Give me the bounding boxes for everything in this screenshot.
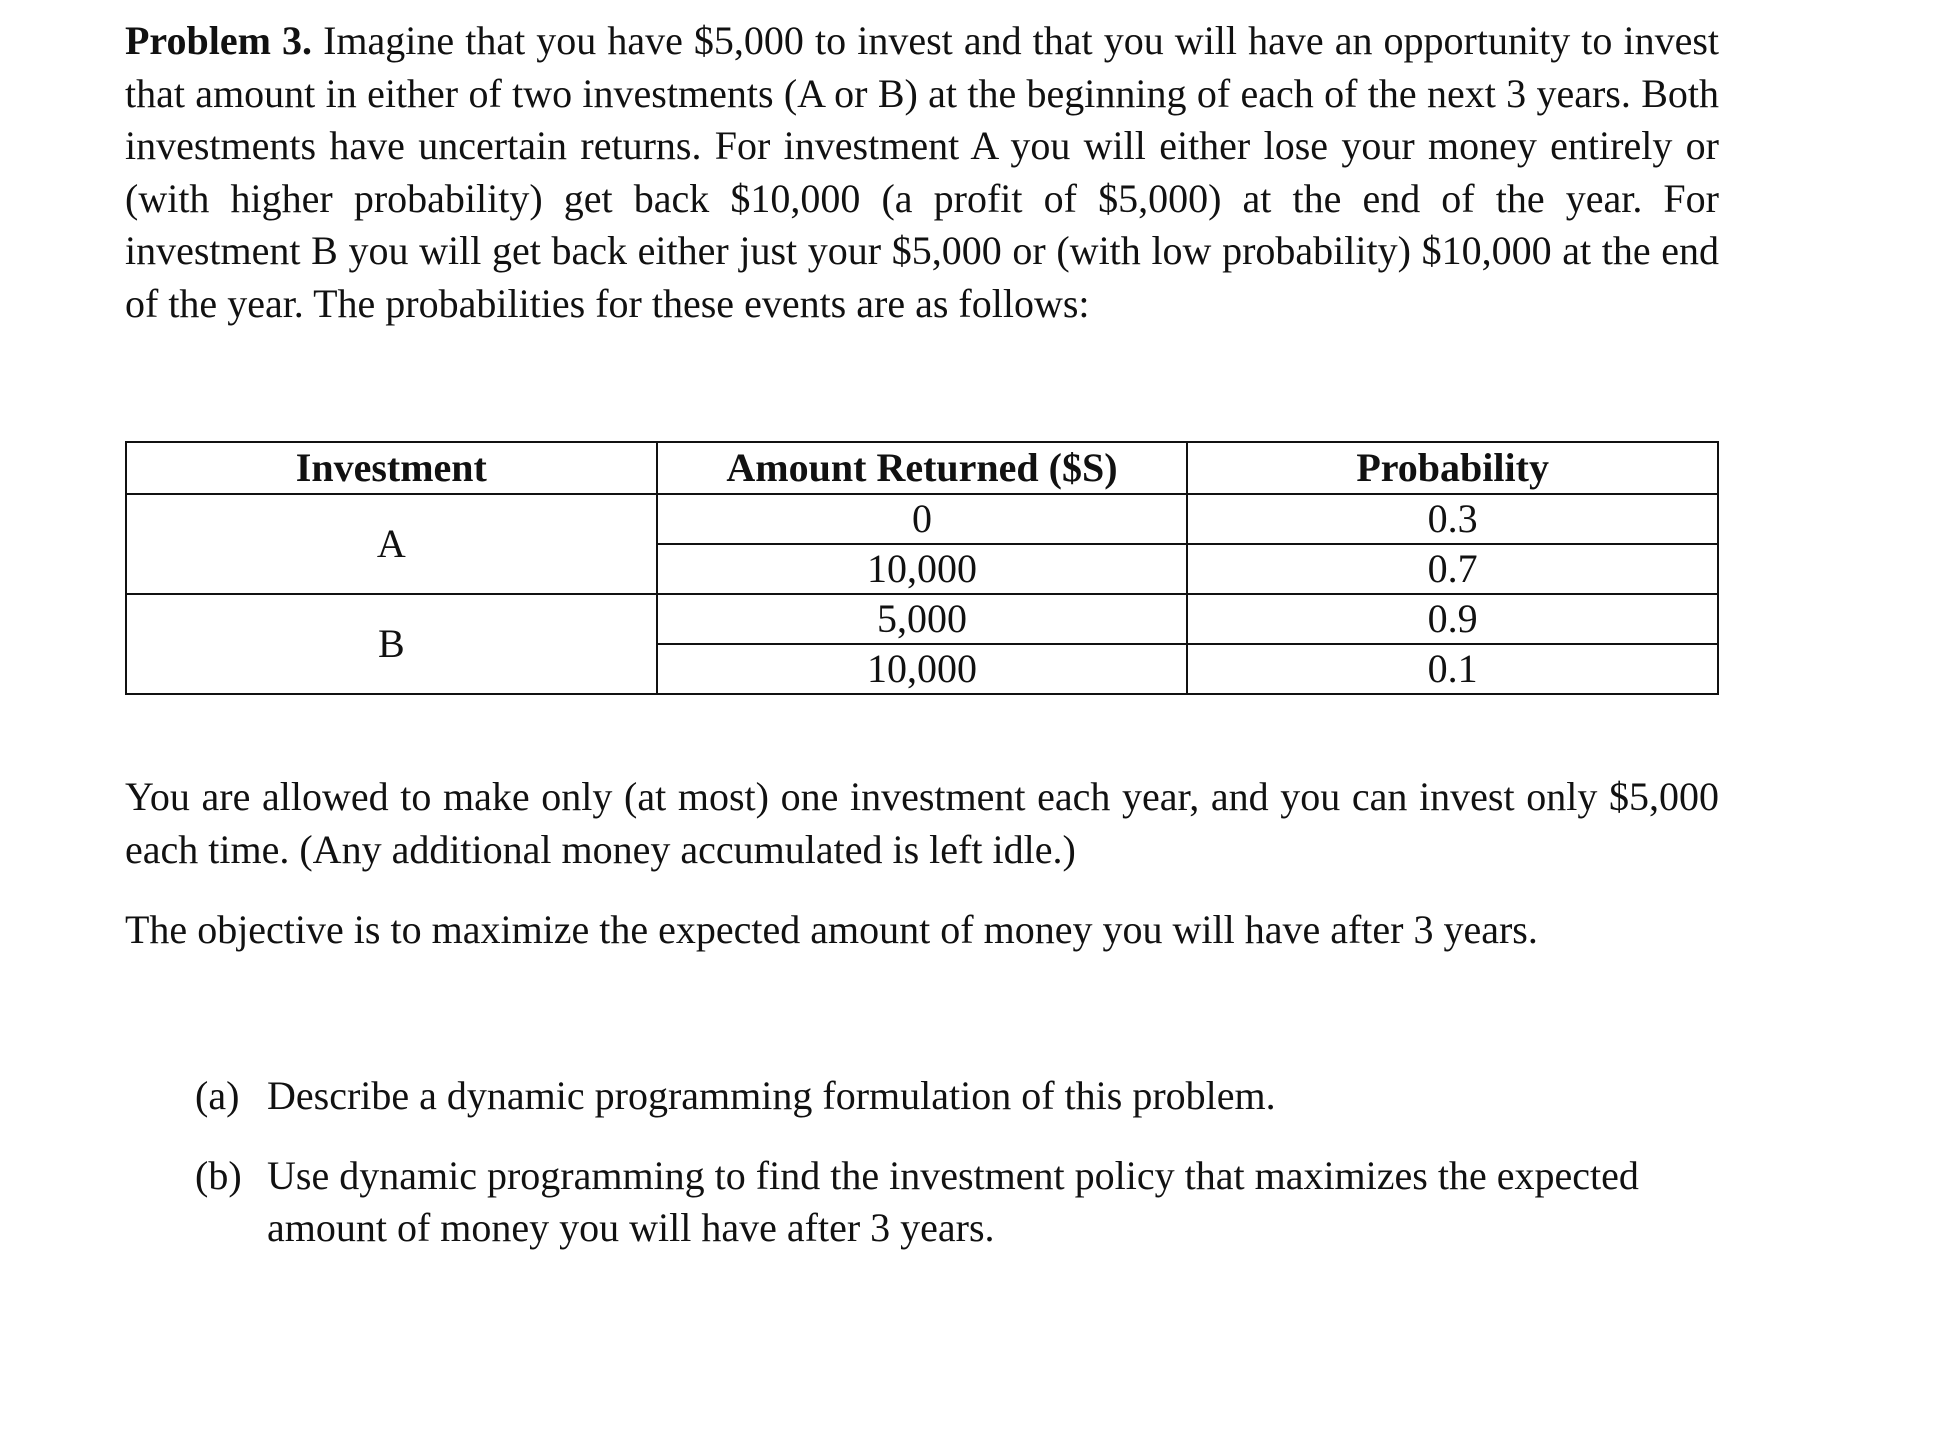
question-text: Use dynamic programming to find the investment policy that maximizes the expected amount of money you will have after 3 years. bbox=[267, 1153, 1639, 1250]
header-probability: Probability bbox=[1187, 442, 1718, 494]
problem-label: Problem 3. bbox=[125, 18, 312, 63]
amount-cell: 5,000 bbox=[657, 594, 1188, 644]
header-amount-returned: Amount Returned ($S) bbox=[657, 442, 1188, 494]
table-row bbox=[126, 494, 1718, 544]
question-b bbox=[195, 1150, 1719, 1254]
amount-cell: 10,000 bbox=[657, 544, 1188, 594]
question-letter: (b) bbox=[195, 1153, 242, 1198]
question-text: Describe a dynamic programming formulation of this problem. bbox=[267, 1073, 1276, 1118]
investment-cell: A bbox=[126, 494, 657, 594]
amount-cell: 10,000 bbox=[657, 644, 1188, 694]
probability-cell: 0.3 bbox=[1187, 494, 1718, 544]
question-letter: (a) bbox=[195, 1073, 240, 1118]
constraint-paragraph: You are allowed to make only (at most) one investment each year, and you can invest only $5,000 each time. (Any additional money accumulated is left idle.) bbox=[125, 774, 1719, 872]
investment-table bbox=[125, 441, 1719, 695]
question-a bbox=[195, 1070, 1719, 1122]
header-investment: Investment bbox=[126, 442, 657, 494]
problem-intro-text: Imagine that you have $5,000 to invest and that you will have an opportunity to invest that amount in either of two investments (A or B) at the beginning of each of the next 3 years. Both investments have uncertain returns. For investment A you will either lose your money entirely or (with higher probability) get back $10,000 (a profit of $5,000) at the end of the year. For investment B you will get back either just your $5,000 or (with low probability) $10,000 at the end of the year. The probabilities for these events are as follows: bbox=[125, 18, 1720, 326]
problem-intro-paragraph bbox=[125, 15, 1719, 330]
investment-cell: B bbox=[126, 594, 657, 694]
amount-cell: 0 bbox=[657, 494, 1188, 544]
objective-paragraph: The objective is to maximize the expected amount of money you will have after 3 years. bbox=[125, 907, 1538, 952]
probability-cell: 0.9 bbox=[1187, 594, 1718, 644]
table-header-row bbox=[126, 442, 1718, 494]
table-row bbox=[126, 594, 1718, 644]
probability-cell: 0.7 bbox=[1187, 544, 1718, 594]
probability-cell: 0.1 bbox=[1187, 644, 1718, 694]
